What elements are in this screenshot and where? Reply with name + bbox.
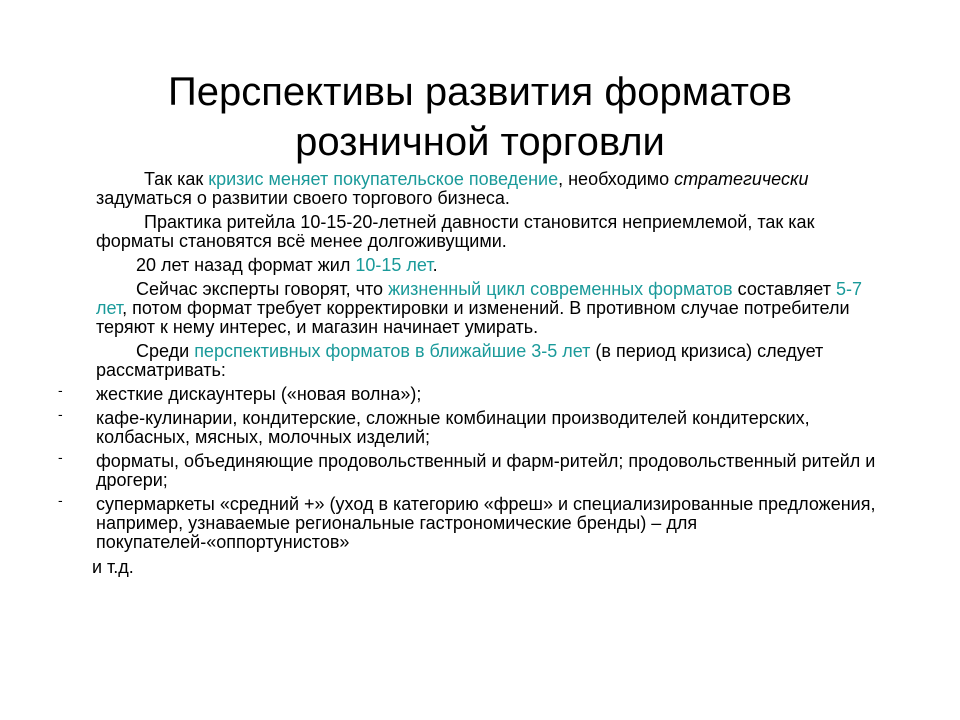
list-item: [58, 492, 876, 552]
paragraph-lifecycle-text-c: составляет: [732, 279, 836, 299]
highlight-crisis-behavior: кризис меняет покупательское поведение: [208, 169, 559, 189]
paragraph-lifecycle: [96, 280, 876, 337]
list-item: [58, 449, 876, 490]
paragraph-crisis-text-a: Так как: [144, 169, 209, 189]
emphasis-strategically: стратегически: [674, 169, 809, 189]
formats-list: [58, 382, 876, 552]
bullet-dash: -: [58, 406, 63, 422]
list-item: [58, 382, 876, 404]
list-item-text: кафе-кулинарии, кондитерские, сложные комбинации производителей кондитерских, колбасных, мясных, молочных изделий;: [96, 408, 810, 447]
paragraph-perspective-text-c: (в период кризиса) следует рассматривать:: [96, 341, 824, 380]
highlight-5-7-years: 5-7 лет: [96, 279, 862, 318]
list-item-text: супермаркеты «средний +» (уход в категорию «фреш» и специализированные предложения, например, узнаваемые региональные гастрономические бренды) – для покупателей-«оппортунистов»: [96, 494, 876, 552]
paragraph-20-years: [96, 256, 876, 275]
bullet-dash: -: [58, 492, 63, 508]
paragraph-perspective-formats: [96, 342, 876, 380]
list-item-text: жесткие дискаунтеры («новая волна»);: [96, 384, 422, 404]
paragraph-20-years-text-a: 20 лет назад формат жил: [136, 255, 356, 275]
list-item: [58, 406, 876, 447]
paragraph-lifecycle-text-a: Сейчас эксперты говорят, что: [136, 279, 389, 299]
paragraph-crisis-text-e: задуматься о развитии своего торгового бизнеса.: [96, 188, 510, 208]
paragraph-retail-practice: Практика ритейла 10-15-20-летней давности становится неприемлемой, так как форматы становятся всё менее долгоживущими.: [96, 212, 815, 251]
highlight-10-15-years: 10-15 лет: [355, 255, 433, 275]
closing-etc: и т.д.: [92, 557, 134, 577]
bullet-dash: -: [58, 382, 63, 398]
slide-title-line-1: Перспективы развития форматов: [168, 69, 792, 114]
paragraph-20-years-text-c: .: [432, 255, 438, 275]
bullet-dash: -: [58, 449, 63, 465]
highlight-lifecycle: жизненный цикл современных форматов: [388, 279, 733, 299]
paragraph-crisis: [96, 170, 876, 208]
slide-title-line-2: розничной торговли: [295, 119, 665, 164]
slide-body: [58, 169, 876, 582]
list-item-text: форматы, объединяющие продовольственный и фарм-ритейл; продовольственный ритейл и дрогери;: [96, 451, 876, 490]
paragraph-perspective-text-a: Среди: [136, 341, 195, 361]
slide-title: [0, 67, 960, 167]
paragraph-crisis-text-c: , необходимо: [558, 169, 675, 189]
highlight-perspective-formats: перспективных форматов в ближайшие 3-5 лет: [194, 341, 591, 361]
paragraph-lifecycle-text-e: , потом формат требует корректировки и изменений. В противном случае потребители теряют к нему интерес, и магазин начинает умирать.: [96, 298, 850, 337]
